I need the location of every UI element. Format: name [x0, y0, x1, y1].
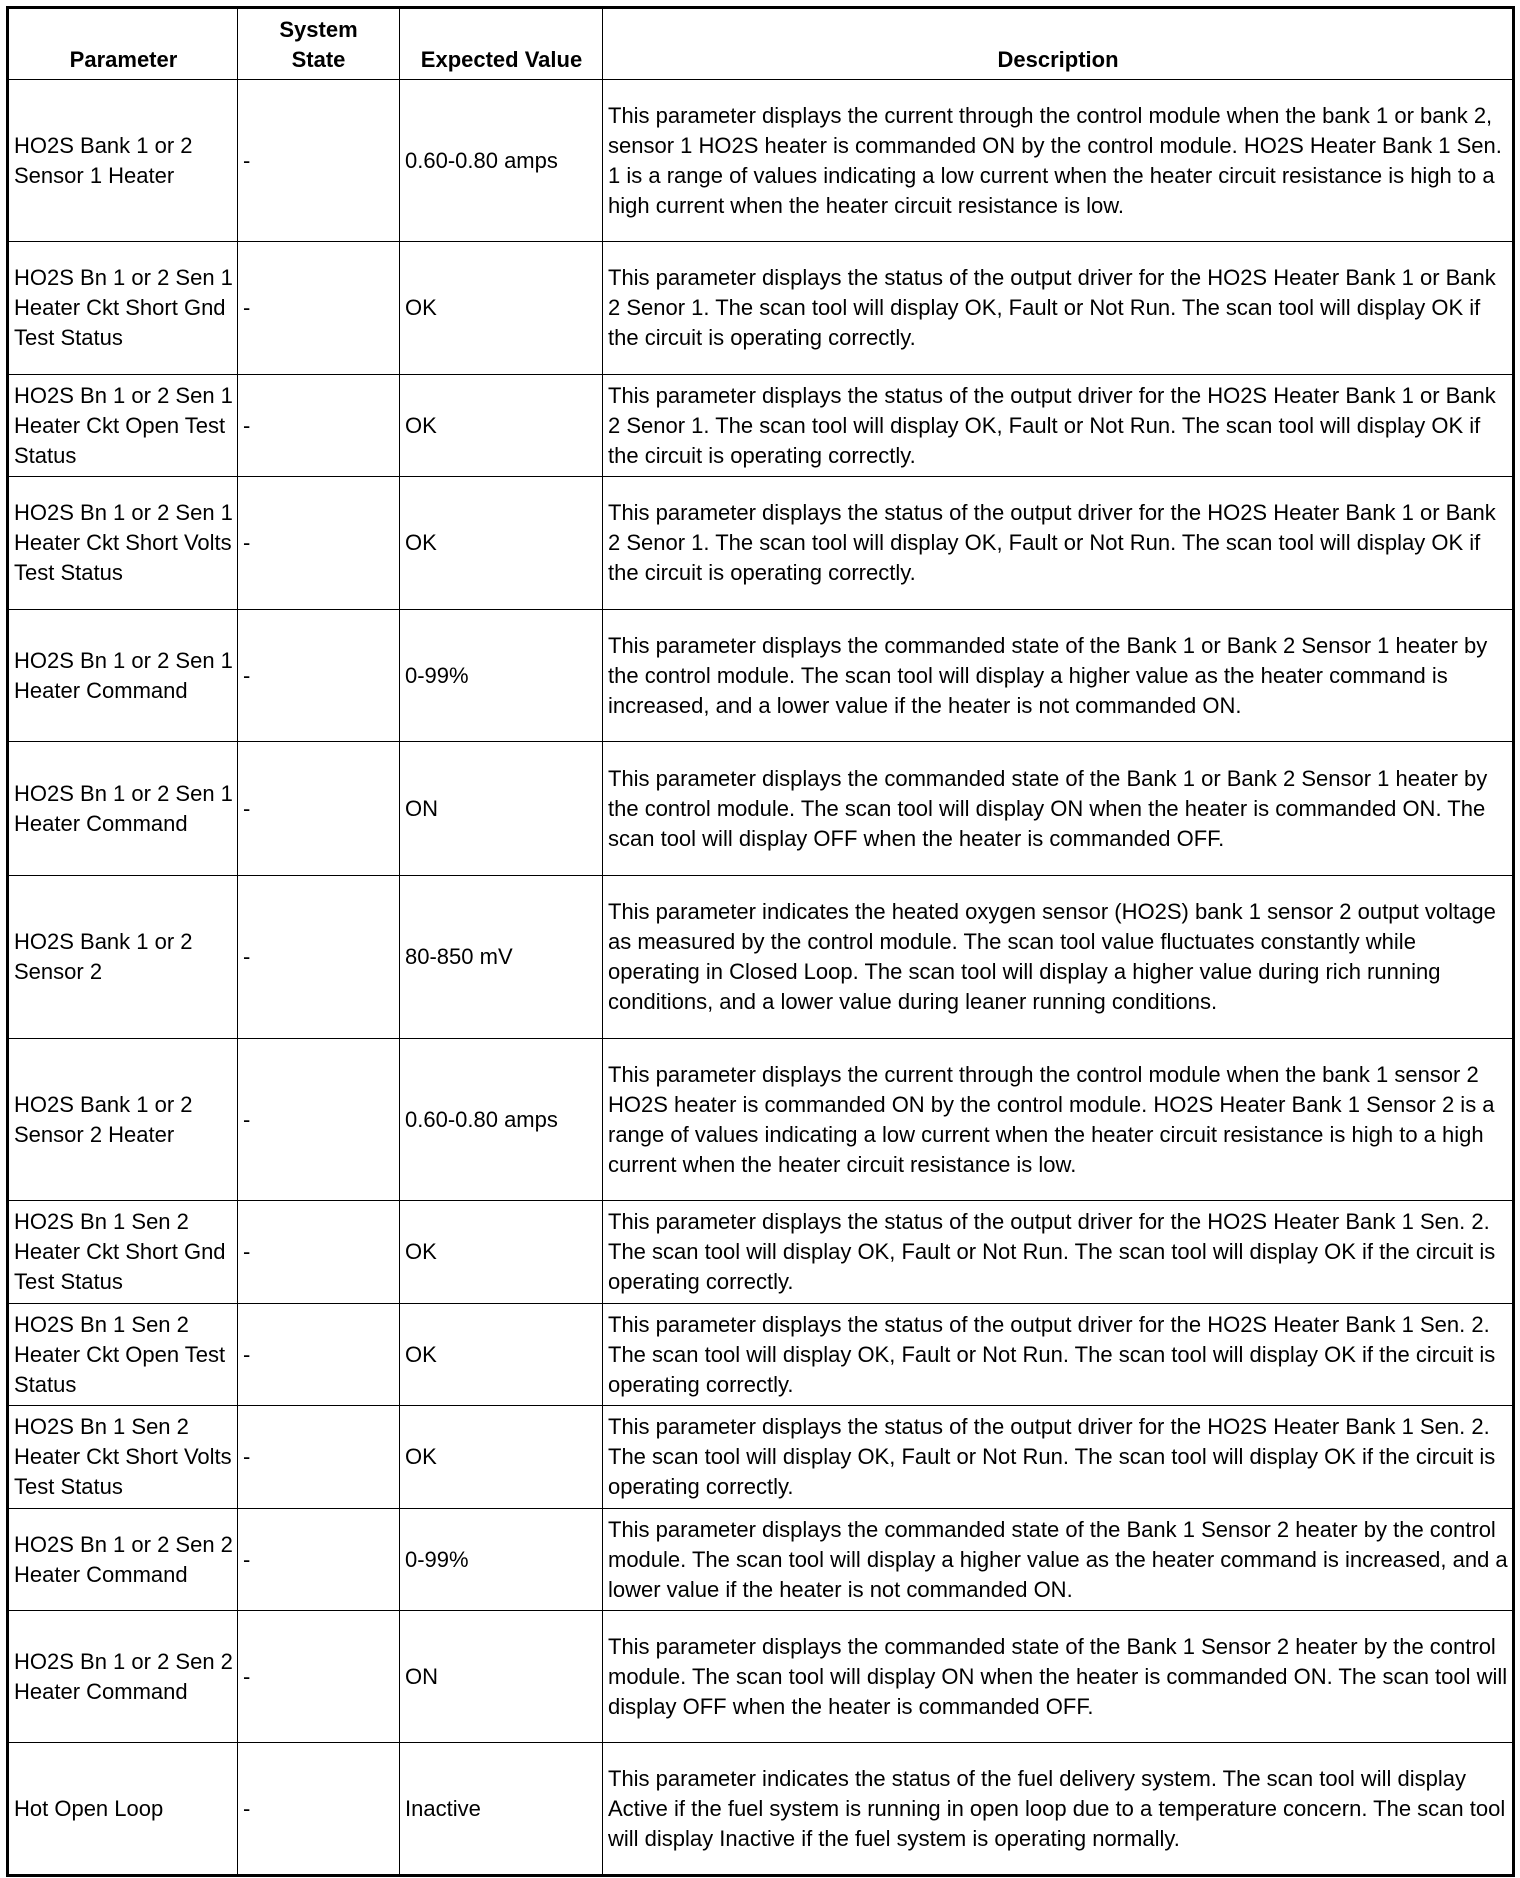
expected-value-cell: OK: [400, 1406, 603, 1509]
parameter-cell: HO2S Bank 1 or 2 Sensor 1 Heater: [8, 80, 238, 242]
system-state-cell: -: [238, 1509, 400, 1611]
description-cell: This parameter indicates the status of the fuel delivery system. The scan tool will display Active if the fuel system is running in open loop due to a temperature concern. The scan tool will display Inactive if the fuel system is operating normally.: [603, 1743, 1514, 1876]
expected-value-cell: 0-99%: [400, 1509, 603, 1611]
description-cell: This parameter displays the status of the output driver for the HO2S Heater Bank 1 or Bank 2 Senor 1. The scan tool will display OK, Fault or Not Run. The scan tool will display OK if the circuit is operating correctly.: [603, 477, 1514, 610]
expected-value-cell: 80-850 mV: [400, 876, 603, 1039]
table-row: [8, 742, 1514, 876]
system-state-cell: -: [238, 610, 400, 742]
table-row: [8, 242, 1514, 375]
expected-value-cell: 0.60-0.80 amps: [400, 1039, 603, 1201]
expected-value-cell: OK: [400, 1201, 603, 1304]
table-row: [8, 80, 1514, 242]
table-row: [8, 375, 1514, 477]
expected-value-cell: Inactive: [400, 1743, 603, 1876]
description-cell: This parameter displays the commanded state of the Bank 1 Sensor 2 heater by the control module. The scan tool will display ON when the heater is commanded ON. The scan tool will display OFF when the heater is commanded OFF.: [603, 1611, 1514, 1743]
expected-value-cell: ON: [400, 1611, 603, 1743]
table-row: [8, 1509, 1514, 1611]
system-state-cell: -: [238, 1743, 400, 1876]
header-parameter: Parameter: [8, 8, 238, 80]
parameter-cell: HO2S Bn 1 or 2 Sen 1 Heater Command: [8, 610, 238, 742]
table-row: [8, 1039, 1514, 1201]
parameter-cell: HO2S Bn 1 or 2 Sen 1 Heater Ckt Short Gnd Test Status: [8, 242, 238, 375]
parameter-cell: HO2S Bn 1 or 2 Sen 1 Heater Ckt Open Test Status: [8, 375, 238, 477]
parameter-cell: HO2S Bank 1 or 2 Sensor 2: [8, 876, 238, 1039]
system-state-cell: -: [238, 876, 400, 1039]
system-state-cell: -: [238, 80, 400, 242]
description-cell: This parameter displays the status of the output driver for the HO2S Heater Bank 1 Sen. 2. The scan tool will display OK, Fault or Not Run. The scan tool will display OK if the circuit is operating correctly.: [603, 1201, 1514, 1304]
header-row: [8, 8, 1514, 80]
description-cell: This parameter indicates the heated oxygen sensor (HO2S) bank 1 sensor 2 output voltage as measured by the control module. The scan tool value fluctuates constantly while operating in Closed Loop. The scan tool will display a higher value during rich running conditions, and a lower value during leaner running conditions.: [603, 876, 1514, 1039]
system-state-cell: -: [238, 375, 400, 477]
system-state-cell: -: [238, 477, 400, 610]
expected-value-cell: OK: [400, 375, 603, 477]
header-system-state: System State: [238, 8, 400, 80]
table-row: [8, 1611, 1514, 1743]
table-row: [8, 477, 1514, 610]
system-state-cell: -: [238, 1039, 400, 1201]
table-row: [8, 1406, 1514, 1509]
description-cell: This parameter displays the commanded state of the Bank 1 or Bank 2 Sensor 1 heater by the control module. The scan tool will display ON when the heater is commanded ON. The scan tool will display OFF when the heater is commanded OFF.: [603, 742, 1514, 876]
parameter-cell: HO2S Bn 1 or 2 Sen 1 Heater Ckt Short Volts Test Status: [8, 477, 238, 610]
parameter-cell: HO2S Bn 1 or 2 Sen 2 Heater Command: [8, 1611, 238, 1743]
system-state-cell: -: [238, 1201, 400, 1304]
system-state-cell: -: [238, 1611, 400, 1743]
description-cell: This parameter displays the commanded state of the Bank 1 Sensor 2 heater by the control module. The scan tool will display a higher value as the heater command is increased, and a lower value if the heater is not commanded ON.: [603, 1509, 1514, 1611]
parameter-cell: HO2S Bn 1 or 2 Sen 1 Heater Command: [8, 742, 238, 876]
expected-value-cell: OK: [400, 1304, 603, 1406]
header-description: Description: [603, 8, 1514, 80]
parameter-cell: HO2S Bn 1 Sen 2 Heater Ckt Short Gnd Test Status: [8, 1201, 238, 1304]
description-cell: This parameter displays the current through the control module when the bank 1 or bank 2, sensor 1 HO2S heater is commanded ON by the control module. HO2S Heater Bank 1 Sen. 1 is a range of values indicating a low current when the heater circuit resistance is high to a high current when the heater circuit resistance is low.: [603, 80, 1514, 242]
parameter-cell: HO2S Bn 1 or 2 Sen 2 Heater Command: [8, 1509, 238, 1611]
description-cell: This parameter displays the current through the control module when the bank 1 sensor 2 HO2S heater is commanded ON by the control module. HO2S Heater Bank 1 Sensor 2 is a range of values indicating a low current when the heater circuit resistance is high to a high current when the heater circuit resistance is low.: [603, 1039, 1514, 1201]
system-state-cell: -: [238, 1304, 400, 1406]
parameter-cell: Hot Open Loop: [8, 1743, 238, 1876]
table-row: [8, 1304, 1514, 1406]
system-state-cell: -: [238, 742, 400, 876]
table-row: [8, 1743, 1514, 1876]
description-cell: This parameter displays the status of the output driver for the HO2S Heater Bank 1 or Bank 2 Senor 1. The scan tool will display OK, Fault or Not Run. The scan tool will display OK if the circuit is operating correctly.: [603, 242, 1514, 375]
expected-value-cell: 0.60-0.80 amps: [400, 80, 603, 242]
table-row: [8, 1201, 1514, 1304]
parameter-cell: HO2S Bn 1 Sen 2 Heater Ckt Short Volts Test Status: [8, 1406, 238, 1509]
description-cell: This parameter displays the commanded state of the Bank 1 or Bank 2 Sensor 1 heater by the control module. The scan tool will display a higher value as the heater command is increased, and a lower value if the heater is not commanded ON.: [603, 610, 1514, 742]
system-state-cell: -: [238, 242, 400, 375]
parameter-cell: HO2S Bank 1 or 2 Sensor 2 Heater: [8, 1039, 238, 1201]
header-expected-value: Expected Value: [400, 8, 603, 80]
expected-value-cell: ON: [400, 742, 603, 876]
expected-value-cell: OK: [400, 477, 603, 610]
description-cell: This parameter displays the status of the output driver for the HO2S Heater Bank 1 Sen. 2. The scan tool will display OK, Fault or Not Run. The scan tool will display OK if the circuit is operating correctly.: [603, 1406, 1514, 1509]
description-cell: This parameter displays the status of the output driver for the HO2S Heater Bank 1 Sen. 2. The scan tool will display OK, Fault or Not Run. The scan tool will display OK if the circuit is operating correctly.: [603, 1304, 1514, 1406]
table-row: [8, 610, 1514, 742]
expected-value-cell: 0-99%: [400, 610, 603, 742]
parameter-cell: HO2S Bn 1 Sen 2 Heater Ckt Open Test Status: [8, 1304, 238, 1406]
system-state-cell: -: [238, 1406, 400, 1509]
parameter-table: [6, 6, 1515, 1877]
table-row: [8, 876, 1514, 1039]
description-cell: This parameter displays the status of the output driver for the HO2S Heater Bank 1 or Bank 2 Senor 1. The scan tool will display OK, Fault or Not Run. The scan tool will display OK if the circuit is operating correctly.: [603, 375, 1514, 477]
expected-value-cell: OK: [400, 242, 603, 375]
